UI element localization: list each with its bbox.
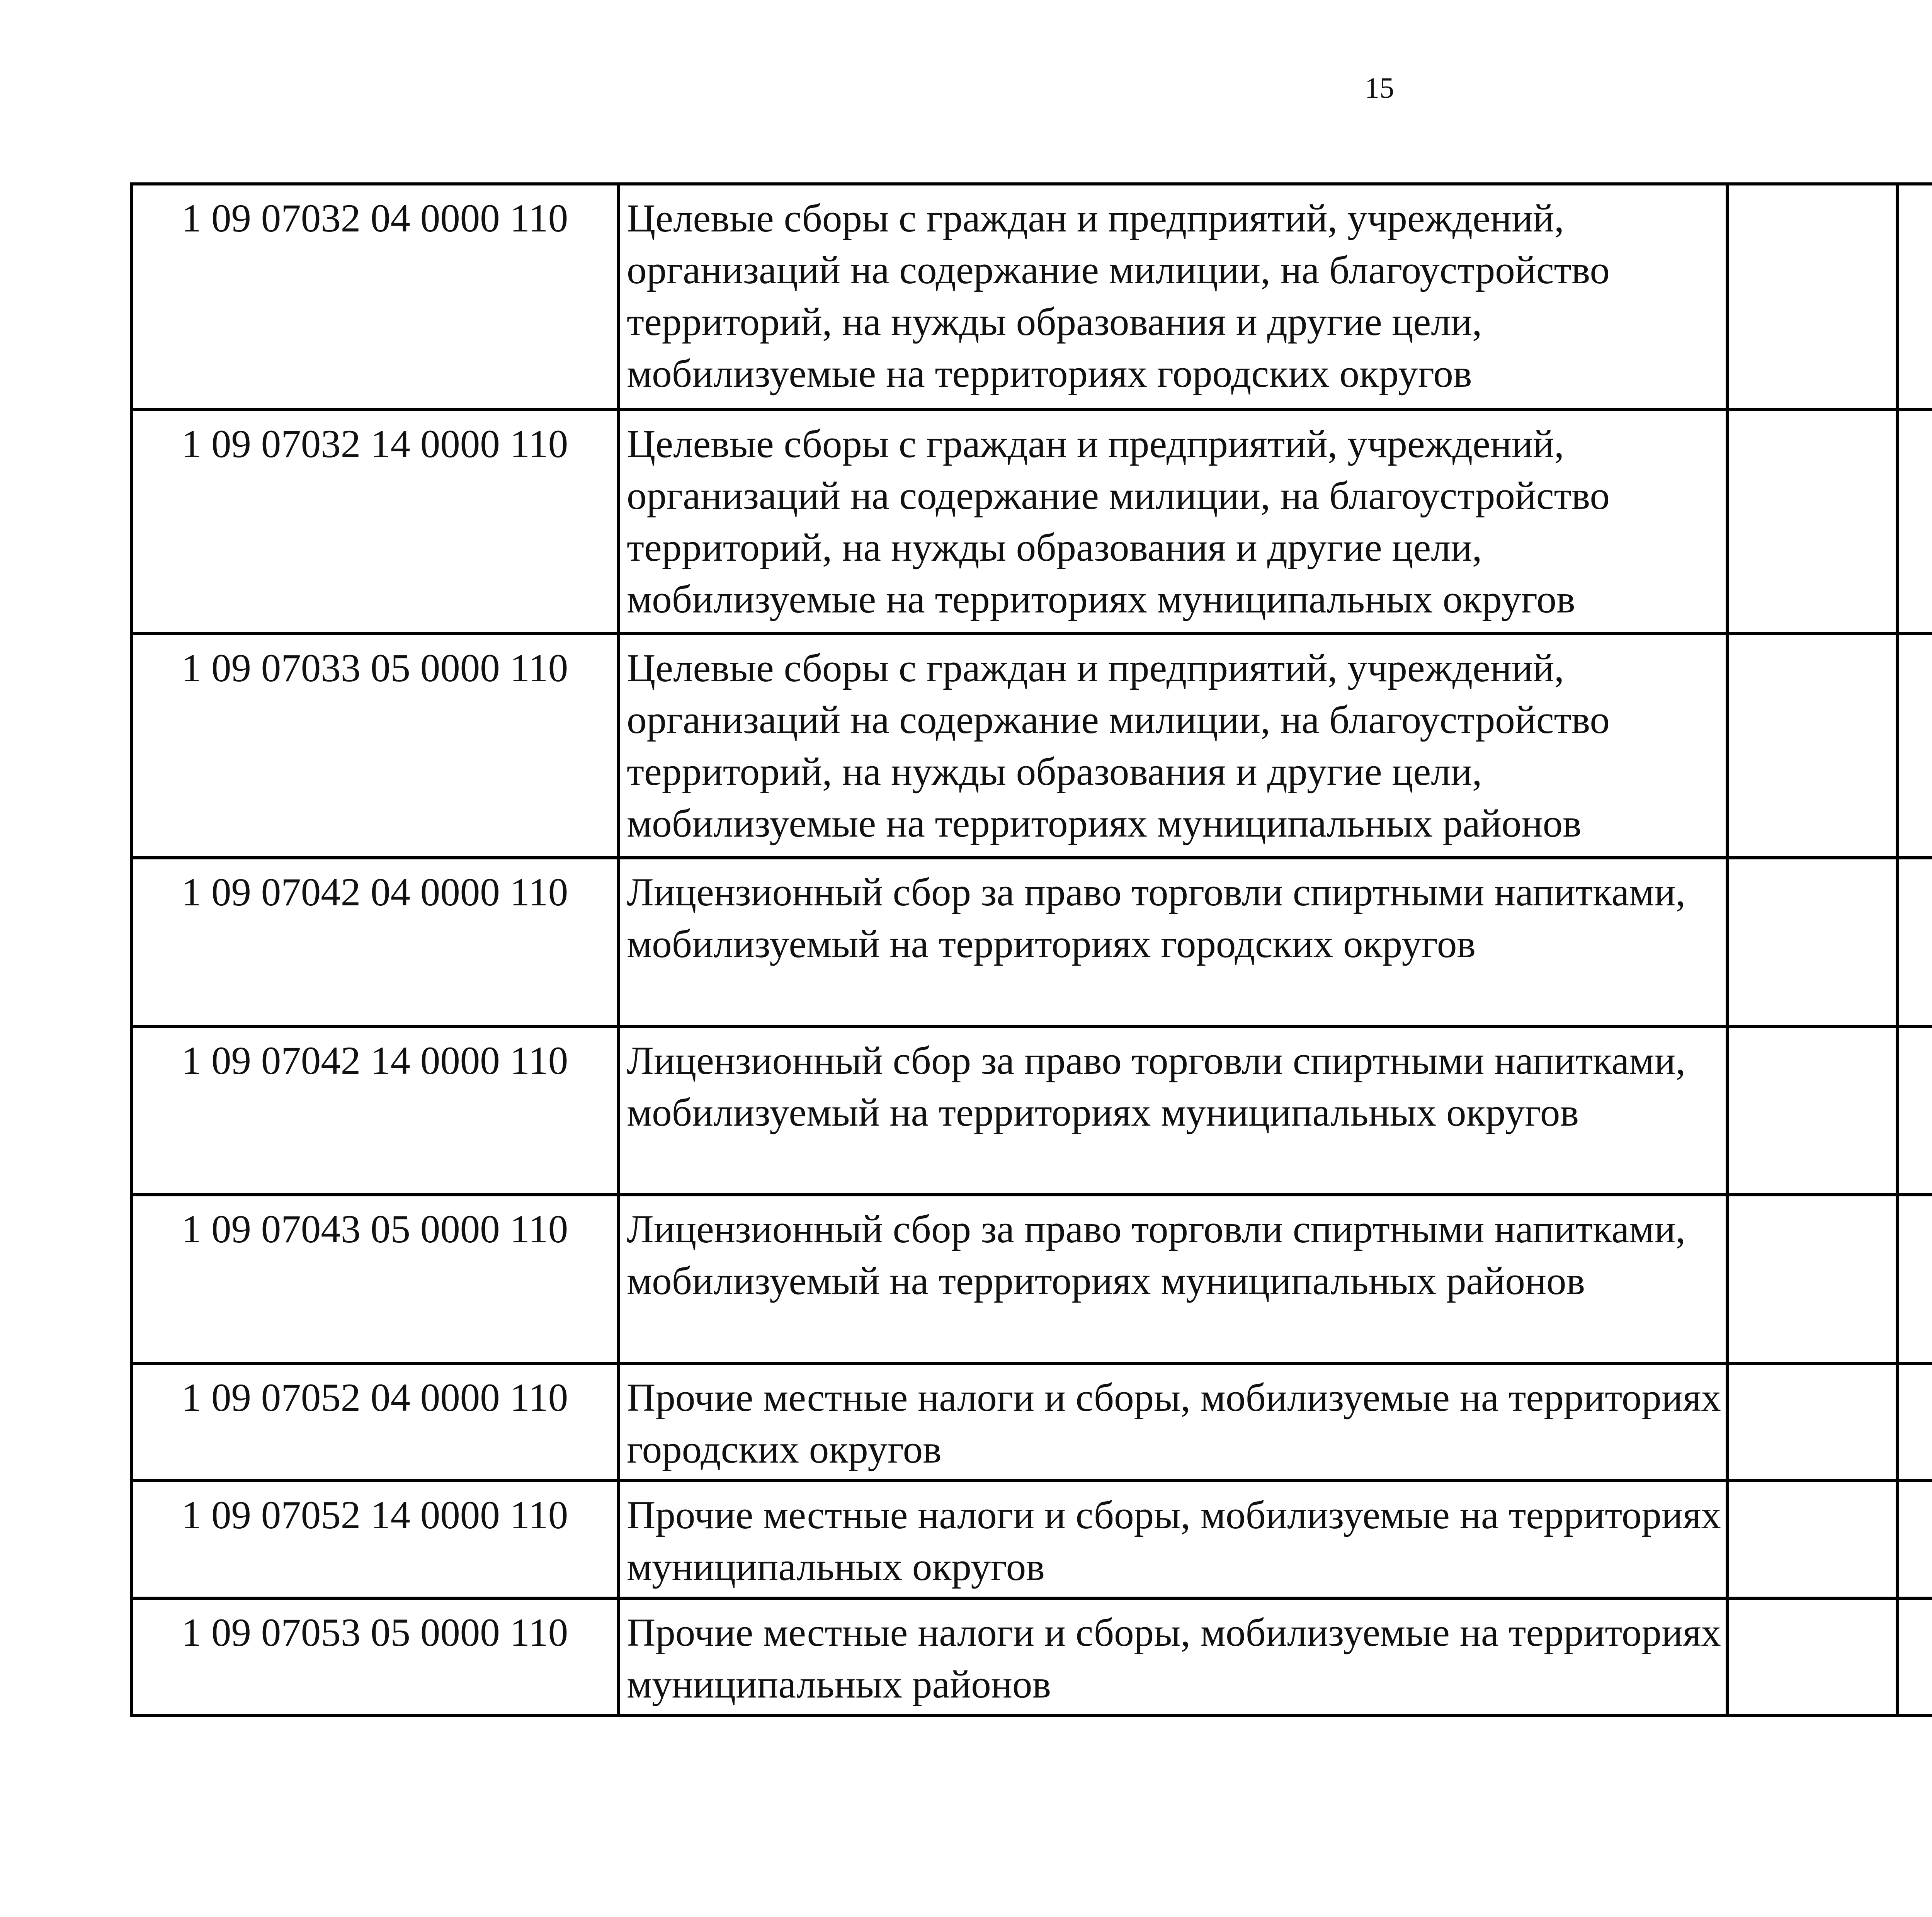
table-row — [131, 1363, 1932, 1481]
budget-code-cell: 1 09 07043 05 0000 110 — [131, 1195, 618, 1363]
budget-code-cell: 1 09 07052 04 0000 110 — [131, 1363, 618, 1481]
revenue-name-cell: Лицензионный сбор за право торговли спиртными напитками, мобилизуемый на территориях муниципальных округов — [618, 1026, 1727, 1195]
budget-code-cell: 1 09 07052 14 0000 110 — [131, 1481, 618, 1598]
value-cell-1 — [1727, 1481, 1897, 1598]
budget-code-cell: 1 09 07032 14 0000 110 — [131, 410, 618, 634]
value-cell-2 — [1897, 1598, 1932, 1716]
value-cell-1 — [1727, 1598, 1897, 1716]
value-cell-1 — [1727, 184, 1897, 410]
value-cell-1 — [1727, 858, 1897, 1026]
revenue-name-cell: Лицензионный сбор за право торговли спиртными напитками, мобилизуемый на территориях городских округов — [618, 858, 1727, 1026]
value-cell-2 — [1897, 184, 1932, 410]
table-row — [131, 1026, 1932, 1195]
value-cell-2 — [1897, 1363, 1932, 1481]
revenue-table-container — [130, 182, 1932, 1717]
revenue-name-cell: Целевые сборы с граждан и предприятий, учреждений, организаций на содержание милиции, на благоустройство территорий, на нужды образования и другие цели, мобилизуемые на территориях городских округов — [618, 184, 1727, 410]
value-cell-2 — [1897, 1026, 1932, 1195]
value-cell-2 — [1897, 410, 1932, 634]
table-row — [131, 184, 1932, 410]
table-row — [131, 858, 1932, 1026]
revenue-name-cell: Прочие местные налоги и сборы, мобилизуемые на территориях муниципальных округов — [618, 1481, 1727, 1598]
value-cell-1 — [1727, 1026, 1897, 1195]
table-row — [131, 1598, 1932, 1716]
value-cell-1 — [1727, 1195, 1897, 1363]
value-cell-2 — [1897, 1481, 1932, 1598]
revenue-table — [130, 182, 1932, 1717]
budget-code-cell: 1 09 07042 14 0000 110 — [131, 1026, 618, 1195]
budget-code-cell: 1 09 07032 04 0000 110 — [131, 184, 618, 410]
revenue-name-cell: Целевые сборы с граждан и предприятий, учреждений, организаций на содержание милиции, на благоустройство территорий, на нужды образования и другие цели, мобилизуемые на территориях муниципальных районов — [618, 634, 1727, 858]
budget-code-cell: 1 09 07033 05 0000 110 — [131, 634, 618, 858]
table-row — [131, 410, 1932, 634]
revenue-name-cell: Лицензионный сбор за право торговли спиртными напитками, мобилизуемый на территориях муниципальных районов — [618, 1195, 1727, 1363]
value-cell-1 — [1727, 634, 1897, 858]
budget-code-cell: 1 09 07053 05 0000 110 — [131, 1598, 618, 1716]
value-cell-2 — [1897, 1195, 1932, 1363]
table-row — [131, 1195, 1932, 1363]
table-row — [131, 1481, 1932, 1598]
value-cell-2 — [1897, 858, 1932, 1026]
value-cell-2 — [1897, 634, 1932, 858]
value-cell-1 — [1727, 1363, 1897, 1481]
value-cell-1 — [1727, 410, 1897, 634]
revenue-name-cell: Прочие местные налоги и сборы, мобилизуемые на территориях муниципальных районов — [618, 1598, 1727, 1716]
page-number: 15 — [1365, 72, 1394, 104]
revenue-name-cell: Целевые сборы с граждан и предприятий, учреждений, организаций на содержание милиции, на благоустройство территорий, на нужды образования и другие цели, мобилизуемые на территориях муниципальных округов — [618, 410, 1727, 634]
table-row — [131, 634, 1932, 858]
table-body — [131, 184, 1932, 1716]
revenue-name-cell: Прочие местные налоги и сборы, мобилизуемые на территориях городских округов — [618, 1363, 1727, 1481]
budget-code-cell: 1 09 07042 04 0000 110 — [131, 858, 618, 1026]
